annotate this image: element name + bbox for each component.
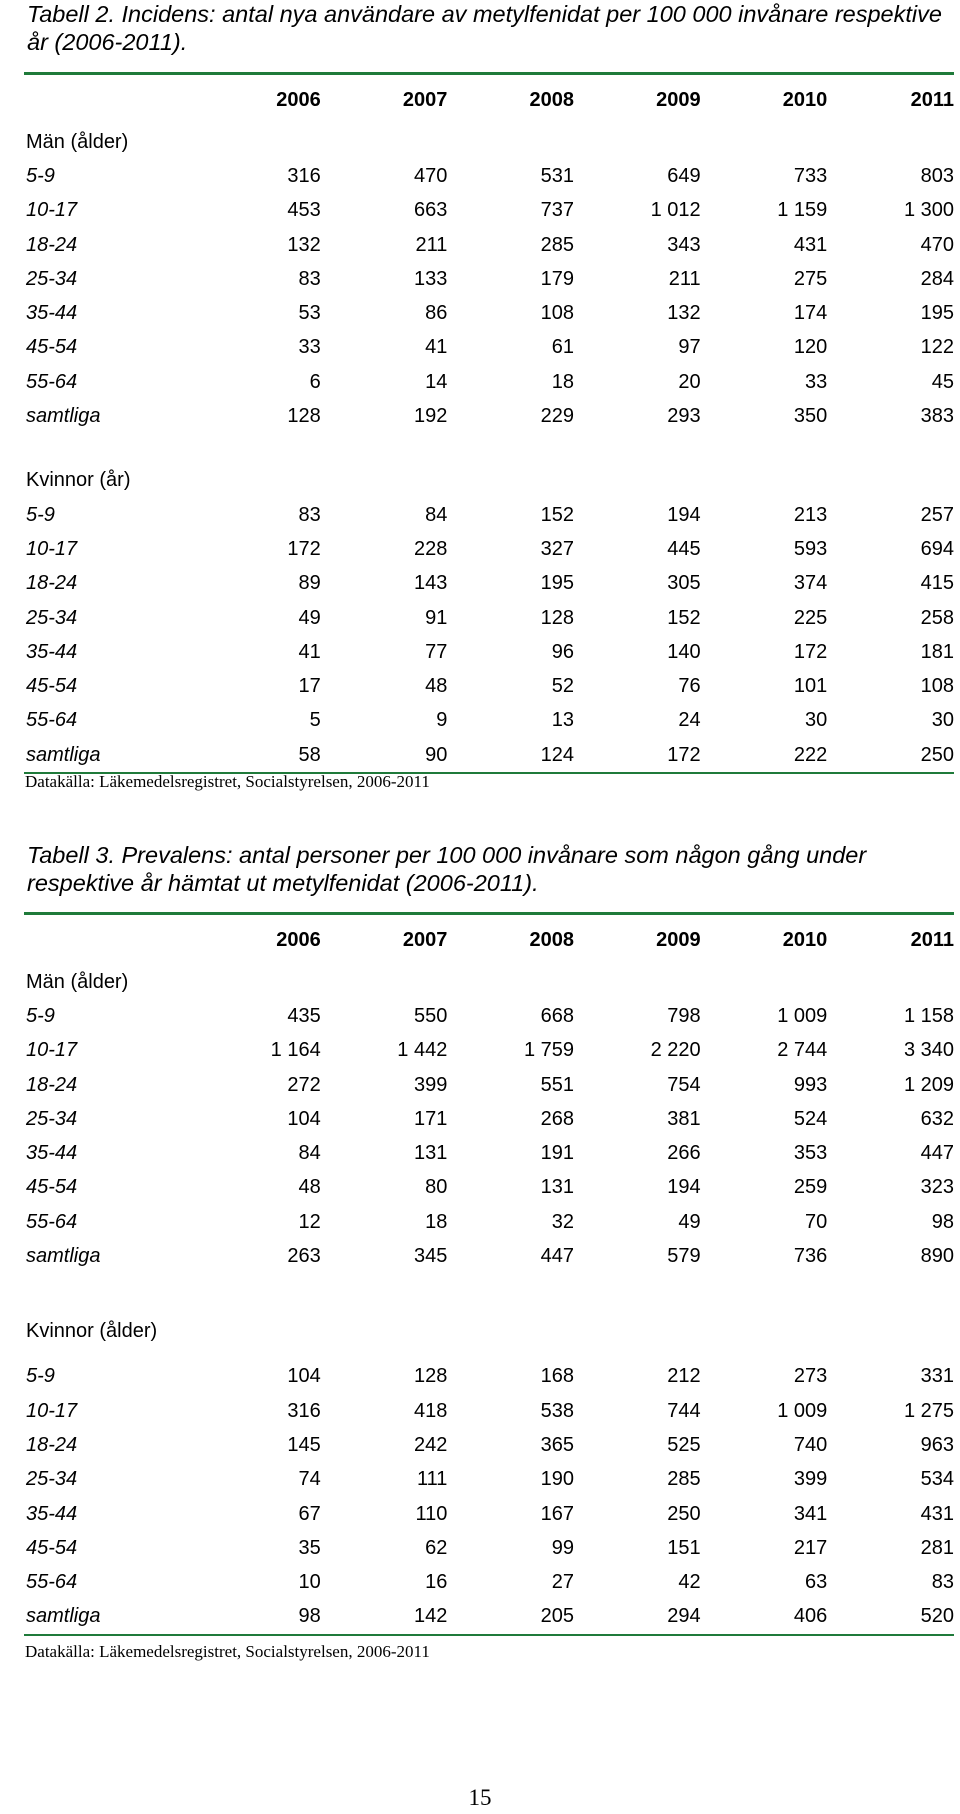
age-label: 45-54 <box>26 675 78 698</box>
age-label: 5-9 <box>26 503 55 526</box>
value-cell: 3 340 <box>903 1039 954 1062</box>
value-cell: 281 <box>920 1536 954 1559</box>
value-cell: 145 <box>287 1433 321 1456</box>
value-cell: 798 <box>667 1004 701 1027</box>
table-row <box>24 1497 954 1531</box>
value-cell: 1 012 <box>650 199 701 222</box>
table-row <box>24 1463 954 1497</box>
group-filler <box>194 1304 954 1360</box>
table-row <box>24 999 954 1033</box>
value-cell: 190 <box>540 1468 574 1491</box>
value-cell: 61 <box>551 336 574 359</box>
table-row <box>24 228 954 262</box>
year-header: 2009 <box>656 928 701 951</box>
age-label: 45-54 <box>26 1536 78 1559</box>
value-cell: 99 <box>551 1536 574 1559</box>
value-cell: 737 <box>540 199 574 222</box>
value-cell: 406 <box>793 1605 828 1628</box>
value-cell: 24 <box>678 709 701 732</box>
value-cell: 17 <box>298 675 321 698</box>
year-header: 2007 <box>402 928 448 951</box>
table3 <box>24 912 954 1636</box>
value-cell: 128 <box>540 606 574 629</box>
value-cell: 33 <box>298 336 321 359</box>
value-cell: 10 <box>298 1571 321 1594</box>
value-cell: 345 <box>413 1245 448 1268</box>
value-cell: 13 <box>551 709 574 732</box>
value-cell: 35 <box>298 1536 321 1559</box>
value-cell: 2 744 <box>777 1039 828 1062</box>
value-cell: 740 <box>793 1433 828 1456</box>
value-cell: 694 <box>920 537 954 560</box>
value-cell: 273 <box>793 1365 828 1388</box>
value-cell: 62 <box>425 1536 448 1559</box>
table3-caption: Tabell 3. Prevalens: antal personer per 100 000 invånare som någon gång under respektive år hämtat ut metylfenidat (2006-2011). <box>27 842 867 896</box>
value-cell: 120 <box>793 336 828 359</box>
age-label: 25-34 <box>26 267 78 290</box>
value-cell: 171 <box>413 1107 448 1130</box>
value-cell: 74 <box>298 1468 321 1491</box>
value-cell: 229 <box>540 405 574 428</box>
table-row <box>24 1394 954 1428</box>
value-cell: 191 <box>540 1142 574 1165</box>
value-cell: 14 <box>425 370 448 393</box>
value-cell: 1 158 <box>903 1004 954 1027</box>
age-label: 10-17 <box>26 199 78 222</box>
value-cell: 67 <box>298 1502 321 1525</box>
value-cell: 531 <box>540 164 574 187</box>
value-cell: 381 <box>667 1107 701 1130</box>
age-label: 18-24 <box>26 1073 78 1096</box>
age-label: samtliga <box>26 1245 101 1268</box>
table-row <box>24 365 954 399</box>
value-cell: 632 <box>920 1107 954 1130</box>
value-cell: 110 <box>415 1502 448 1525</box>
value-cell: 258 <box>920 606 954 629</box>
age-label: samtliga <box>26 405 101 428</box>
value-cell: 124 <box>540 743 574 766</box>
age-label: 5-9 <box>26 164 55 187</box>
value-cell: 122 <box>920 336 954 359</box>
value-cell: 32 <box>551 1210 574 1233</box>
value-cell: 447 <box>920 1142 954 1165</box>
spacer-cell <box>24 434 954 464</box>
table-row <box>24 1565 954 1599</box>
value-cell: 181 <box>920 640 954 663</box>
value-cell: 1 759 <box>523 1039 574 1062</box>
value-cell: 266 <box>667 1142 701 1165</box>
value-cell: 128 <box>413 1365 448 1388</box>
year-header: 2007 <box>402 88 448 111</box>
value-cell: 551 <box>540 1073 574 1096</box>
value-cell: 167 <box>540 1502 574 1525</box>
value-cell: 128 <box>287 405 321 428</box>
value-cell: 399 <box>413 1073 448 1096</box>
table-row <box>24 738 954 773</box>
value-cell: 228 <box>413 537 448 560</box>
value-cell: 1 009 <box>777 1399 828 1422</box>
value-cell: 104 <box>287 1365 321 1388</box>
value-cell: 534 <box>920 1468 954 1491</box>
value-cell: 83 <box>931 1571 954 1594</box>
table-row <box>24 194 954 228</box>
table2 <box>24 72 954 774</box>
value-cell: 225 <box>793 606 828 629</box>
table-row <box>24 331 954 365</box>
value-cell: 668 <box>540 1004 574 1027</box>
value-cell: 142 <box>413 1605 448 1628</box>
value-cell: 152 <box>540 503 574 526</box>
table-row <box>24 262 954 296</box>
value-cell: 431 <box>793 233 828 256</box>
value-cell: 250 <box>920 743 954 766</box>
value-cell: 272 <box>287 1073 321 1096</box>
group-filler <box>194 125 954 159</box>
value-cell: 353 <box>793 1142 828 1165</box>
age-label: 10-17 <box>26 1039 78 1062</box>
value-cell: 98 <box>931 1210 954 1233</box>
value-cell: 213 <box>793 503 828 526</box>
value-cell: 550 <box>413 1004 448 1027</box>
spacer-cell <box>24 1274 954 1304</box>
value-cell: 108 <box>540 302 574 325</box>
value-cell: 18 <box>551 370 574 393</box>
value-cell: 445 <box>667 537 701 560</box>
value-cell: 58 <box>298 743 321 766</box>
value-cell: 80 <box>425 1176 448 1199</box>
value-cell: 49 <box>678 1210 701 1233</box>
age-label: samtliga <box>26 743 101 766</box>
value-cell: 76 <box>678 675 701 698</box>
value-cell: 6 <box>309 370 321 393</box>
value-cell: 222 <box>793 743 828 766</box>
value-cell: 211 <box>415 233 448 256</box>
age-label: 55-64 <box>26 709 78 732</box>
value-cell: 663 <box>413 199 448 222</box>
value-cell: 1 275 <box>903 1399 954 1422</box>
value-cell: 30 <box>931 709 954 732</box>
value-cell: 45 <box>931 370 954 393</box>
value-cell: 305 <box>667 572 701 595</box>
value-cell: 327 <box>540 537 574 560</box>
age-label: 5-9 <box>26 1365 55 1388</box>
value-cell: 1 159 <box>777 199 828 222</box>
value-cell: 736 <box>793 1245 828 1268</box>
year-header: 2008 <box>529 88 574 111</box>
value-cell: 143 <box>413 572 448 595</box>
value-cell: 435 <box>287 1004 321 1027</box>
value-cell: 84 <box>425 503 448 526</box>
value-cell: 890 <box>920 1245 954 1268</box>
year-header: 2010 <box>782 88 828 111</box>
value-cell: 172 <box>793 640 828 663</box>
value-cell: 194 <box>667 1176 701 1199</box>
age-label: 25-34 <box>26 1468 78 1491</box>
value-cell: 579 <box>667 1245 701 1268</box>
group-filler <box>194 965 954 999</box>
value-cell: 41 <box>425 336 448 359</box>
value-cell: 343 <box>667 233 701 256</box>
value-cell: 195 <box>920 302 954 325</box>
value-cell: 418 <box>413 1399 448 1422</box>
age-label: 25-34 <box>26 1107 78 1130</box>
value-cell: 470 <box>920 233 954 256</box>
value-cell: 83 <box>298 267 321 290</box>
header-corner <box>24 74 194 126</box>
value-cell: 192 <box>413 405 448 428</box>
value-cell: 323 <box>920 1176 954 1199</box>
value-cell: 316 <box>287 164 321 187</box>
value-cell: 30 <box>805 709 828 732</box>
year-header: 2006 <box>276 88 321 111</box>
table-row <box>24 704 954 738</box>
value-cell: 131 <box>413 1142 448 1165</box>
value-cell: 90 <box>425 743 448 766</box>
table-row <box>24 1205 954 1239</box>
value-cell: 86 <box>425 302 448 325</box>
table-row <box>24 635 954 669</box>
age-label: 10-17 <box>26 1399 78 1422</box>
year-header: 2011 <box>910 928 954 951</box>
value-cell: 9 <box>436 709 448 732</box>
value-cell: 20 <box>678 370 701 393</box>
value-cell: 152 <box>667 606 701 629</box>
value-cell: 172 <box>287 537 321 560</box>
value-cell: 520 <box>920 1605 954 1628</box>
value-cell: 101 <box>793 675 828 698</box>
value-cell: 98 <box>298 1605 321 1628</box>
table3-source: Datakälla: Läkemedelsregistret, Socialstyrelsen, 2006-2011 <box>25 1642 430 1661</box>
table-row <box>24 601 954 635</box>
age-label: 55-64 <box>26 370 78 393</box>
value-cell: 331 <box>920 1365 954 1388</box>
age-label: 18-24 <box>26 572 78 595</box>
group-row <box>24 125 954 159</box>
value-cell: 593 <box>793 537 828 560</box>
group-row <box>24 1304 954 1360</box>
value-cell: 12 <box>298 1210 321 1233</box>
table2-caption: Tabell 2. Incidens: antal nya användare av metylfenidat per 100 000 invånare respektive år (2006-2011). <box>27 1 942 55</box>
age-label: 45-54 <box>26 336 78 359</box>
table-row <box>24 399 954 433</box>
year-header: 2008 <box>529 928 574 951</box>
value-cell: 18 <box>425 1210 448 1233</box>
value-cell: 316 <box>287 1399 321 1422</box>
age-label: samtliga <box>26 1605 101 1628</box>
age-label: 35-44 <box>26 640 78 663</box>
value-cell: 5 <box>309 709 321 732</box>
value-cell: 41 <box>298 640 321 663</box>
value-cell: 212 <box>667 1365 701 1388</box>
value-cell: 52 <box>551 675 574 698</box>
value-cell: 383 <box>920 405 954 428</box>
table-row <box>24 1136 954 1170</box>
value-cell: 174 <box>793 302 828 325</box>
value-cell: 84 <box>298 1142 321 1165</box>
group-label: Kvinnor (ålder) <box>26 1320 158 1343</box>
value-cell: 131 <box>540 1176 574 1199</box>
table-row <box>24 296 954 330</box>
value-cell: 803 <box>920 164 954 187</box>
table-row <box>24 1428 954 1462</box>
age-label: 18-24 <box>26 1433 78 1456</box>
value-cell: 399 <box>793 1468 828 1491</box>
age-label: 35-44 <box>26 1142 78 1165</box>
table-row <box>24 669 954 703</box>
value-cell: 133 <box>413 267 448 290</box>
value-cell: 275 <box>793 267 828 290</box>
value-cell: 993 <box>793 1073 828 1096</box>
year-header: 2009 <box>656 88 701 111</box>
table-row <box>24 532 954 566</box>
value-cell: 733 <box>793 164 828 187</box>
year-header: 2010 <box>782 928 828 951</box>
value-cell: 48 <box>298 1176 321 1199</box>
page-number: 15 <box>468 1785 492 1810</box>
group-row <box>24 965 954 999</box>
table-row <box>24 1171 954 1205</box>
table-row <box>24 1068 954 1102</box>
header-row <box>24 74 954 126</box>
value-cell: 374 <box>793 572 828 595</box>
year-header: 2006 <box>276 928 321 951</box>
value-cell: 250 <box>667 1502 701 1525</box>
value-cell: 963 <box>920 1433 954 1456</box>
value-cell: 63 <box>805 1571 828 1594</box>
header-row <box>24 914 954 966</box>
spacer-row <box>24 434 954 464</box>
value-cell: 350 <box>793 405 828 428</box>
age-label: 35-44 <box>26 302 78 325</box>
value-cell: 132 <box>287 233 321 256</box>
group-row <box>24 464 954 498</box>
value-cell: 16 <box>425 1571 448 1594</box>
spacer-row <box>24 1274 954 1304</box>
value-cell: 49 <box>298 606 321 629</box>
value-cell: 83 <box>298 503 321 526</box>
value-cell: 77 <box>425 640 448 663</box>
header-corner <box>24 914 194 966</box>
table-row <box>24 1034 954 1068</box>
value-cell: 132 <box>667 302 701 325</box>
value-cell: 365 <box>540 1433 574 1456</box>
age-label: 45-54 <box>26 1176 78 1199</box>
value-cell: 649 <box>667 164 701 187</box>
value-cell: 33 <box>805 370 828 393</box>
value-cell: 89 <box>298 572 321 595</box>
year-header: 2011 <box>910 88 954 111</box>
value-cell: 53 <box>298 302 321 325</box>
value-cell: 151 <box>667 1536 701 1559</box>
value-cell: 744 <box>667 1399 701 1422</box>
value-cell: 1 009 <box>777 1004 828 1027</box>
value-cell: 293 <box>667 405 701 428</box>
value-cell: 1 300 <box>903 199 954 222</box>
value-cell: 104 <box>287 1107 321 1130</box>
value-cell: 1 209 <box>903 1073 954 1096</box>
value-cell: 91 <box>425 606 448 629</box>
value-cell: 2 220 <box>650 1039 701 1062</box>
value-cell: 179 <box>540 267 574 290</box>
age-label: 35-44 <box>26 1502 78 1525</box>
value-cell: 524 <box>793 1107 828 1130</box>
value-cell: 194 <box>667 503 701 526</box>
value-cell: 538 <box>540 1399 574 1422</box>
age-label: 5-9 <box>26 1004 55 1027</box>
value-cell: 754 <box>667 1073 701 1096</box>
value-cell: 217 <box>793 1536 828 1559</box>
table-row <box>24 498 954 532</box>
age-label: 18-24 <box>26 233 78 256</box>
value-cell: 431 <box>920 1502 954 1525</box>
table-row <box>24 159 954 193</box>
value-cell: 242 <box>413 1433 448 1456</box>
age-label: 55-64 <box>26 1210 78 1233</box>
value-cell: 525 <box>667 1433 701 1456</box>
value-cell: 211 <box>668 267 701 290</box>
value-cell: 284 <box>920 267 954 290</box>
value-cell: 70 <box>805 1210 828 1233</box>
value-cell: 205 <box>540 1605 574 1628</box>
table-row <box>24 1239 954 1273</box>
value-cell: 27 <box>551 1571 574 1594</box>
group-filler <box>194 464 954 498</box>
value-cell: 285 <box>667 1468 701 1491</box>
table-row <box>24 1102 954 1136</box>
table-row <box>24 1600 954 1635</box>
value-cell: 111 <box>416 1468 448 1491</box>
age-label: 10-17 <box>26 537 78 560</box>
group-label: Män (ålder) <box>26 970 129 993</box>
value-cell: 268 <box>540 1107 574 1130</box>
value-cell: 263 <box>287 1245 321 1268</box>
age-label: 25-34 <box>26 606 78 629</box>
value-cell: 140 <box>667 640 701 663</box>
value-cell: 470 <box>413 164 448 187</box>
value-cell: 447 <box>540 1245 574 1268</box>
value-cell: 96 <box>551 640 574 663</box>
value-cell: 108 <box>920 675 954 698</box>
value-cell: 257 <box>920 503 954 526</box>
value-cell: 48 <box>425 675 448 698</box>
value-cell: 285 <box>540 233 574 256</box>
value-cell: 453 <box>287 199 321 222</box>
value-cell: 259 <box>793 1176 828 1199</box>
value-cell: 341 <box>793 1502 828 1525</box>
value-cell: 415 <box>920 572 954 595</box>
value-cell: 1 164 <box>270 1039 321 1062</box>
table-row <box>24 1531 954 1565</box>
age-label: 55-64 <box>26 1571 78 1594</box>
value-cell: 195 <box>540 572 574 595</box>
table-row <box>24 1360 954 1394</box>
group-label: Män (ålder) <box>26 130 129 153</box>
value-cell: 172 <box>667 743 701 766</box>
value-cell: 168 <box>540 1365 574 1388</box>
table-row <box>24 567 954 601</box>
group-label: Kvinnor (år) <box>26 469 131 492</box>
value-cell: 97 <box>678 336 701 359</box>
value-cell: 1 442 <box>397 1039 448 1062</box>
table2-source: Datakälla: Läkemedelsregistret, Socialstyrelsen, 2006-2011 <box>25 772 430 791</box>
value-cell: 42 <box>678 1571 701 1594</box>
value-cell: 294 <box>667 1605 701 1628</box>
